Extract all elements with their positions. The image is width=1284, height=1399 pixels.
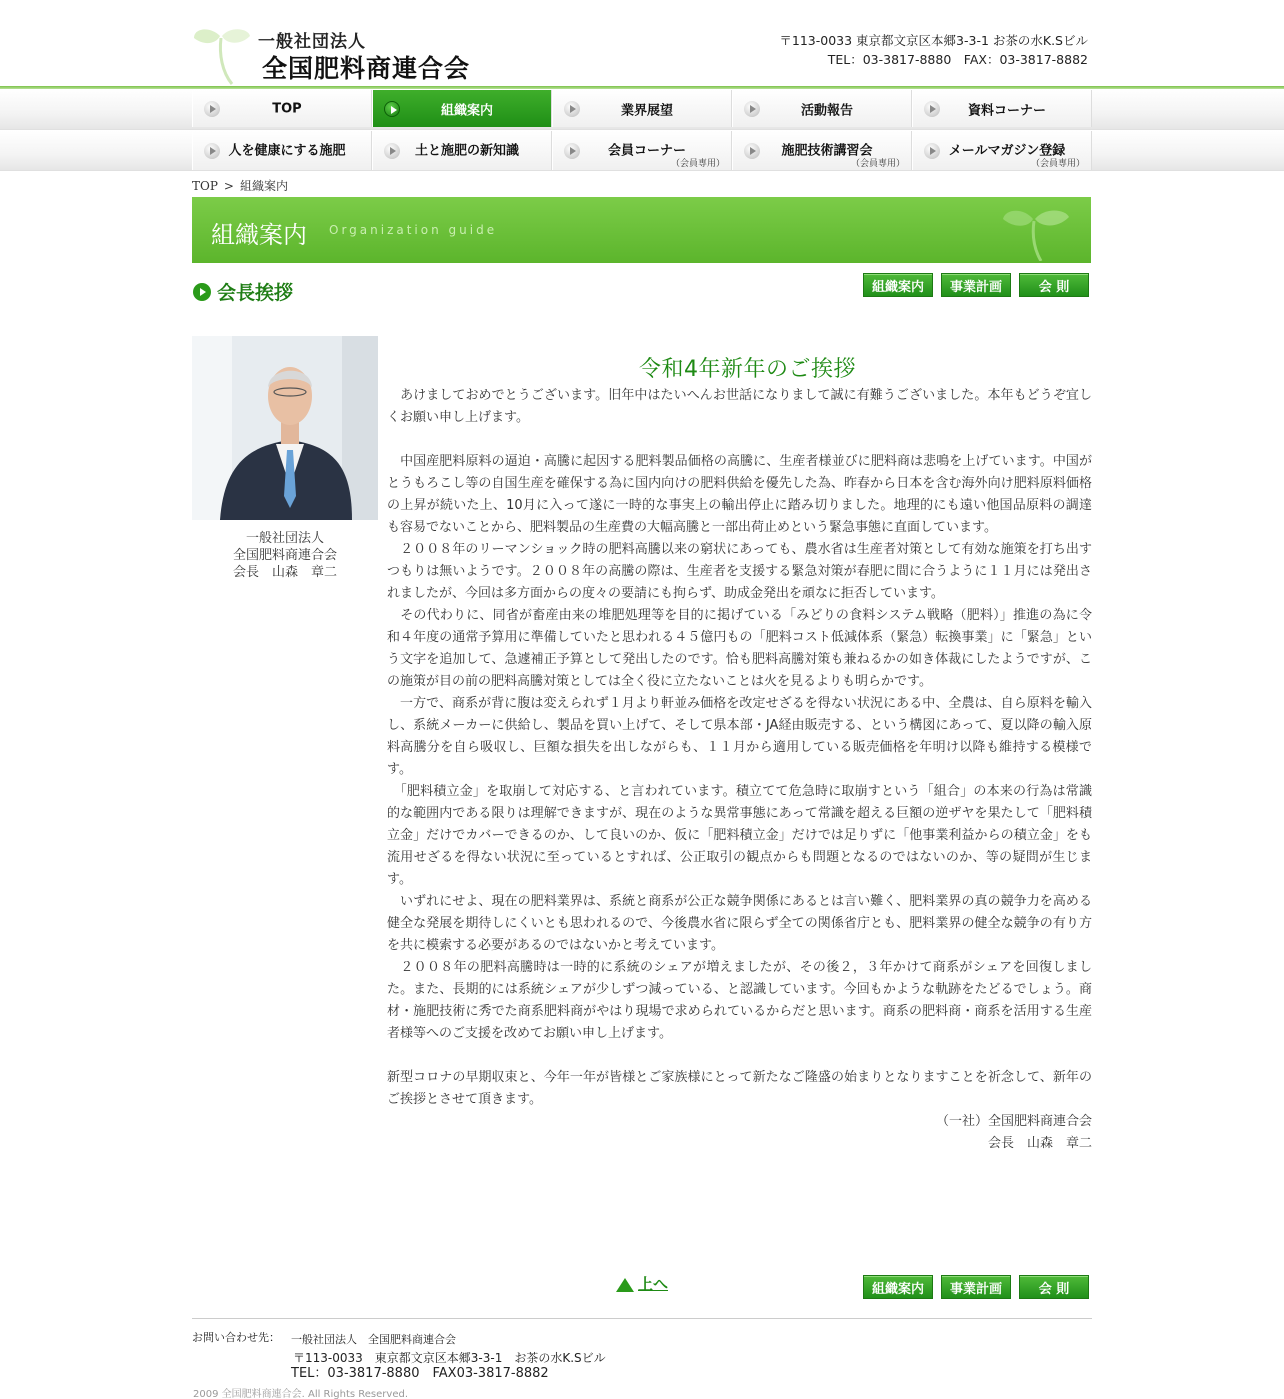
breadcrumb-current: 組織案内: [239, 179, 288, 193]
org-guide-button[interactable]: 組織案内: [863, 1275, 933, 1299]
footer-org: 一般社団法人 全国肥料商連合会: [291, 1333, 456, 1346]
nav-item-label: 土と施肥の新知識: [414, 143, 519, 159]
nav-item-organization[interactable]: [372, 90, 552, 127]
nav-item-label: 業界展望: [620, 103, 673, 118]
nav-item-label: 施肥技術講習会: [781, 143, 873, 159]
nav-item-documents[interactable]: [912, 90, 1092, 127]
business-plan-button[interactable]: 事業計画: [941, 273, 1011, 297]
members-only-note: （会員専用）: [1030, 159, 1085, 169]
breadcrumb-separator: >: [223, 179, 234, 193]
page-title: 組織案内: [211, 221, 307, 249]
paragraph-spacer: [387, 429, 1092, 451]
nav-item-soil-knowledge[interactable]: [372, 131, 552, 170]
nav-item-label: 組織案内: [440, 103, 493, 118]
paragraph-spacer: [387, 1045, 1092, 1067]
org-name: 全国肥料商連合会: [262, 54, 471, 83]
footer-phone: TEL：03-3817-8880 FAX03-3817-8882: [291, 1366, 549, 1381]
back-to-top-label: 上へ: [638, 1275, 669, 1293]
triangle-up-icon: [616, 1278, 634, 1292]
signature-name: 会長 山森 章二: [987, 1136, 1092, 1151]
letter-paragraph: ２００８年のリーマンショック時の肥料高騰以来の窮状にあっても、農水省は生産者対策として有効な施策を打ち出すつもりは無いようです。２００８年の高騰の際は、生産者を支援する緊急対策が春肥に間に合うように１１月には発出されましたが、今回は多方面からの度々の要請にも拘らず、助成金発出を頑なに拒否しています。: [387, 542, 1092, 601]
site-header: [0, 0, 1284, 88]
org-type: 一般社団法人: [258, 32, 366, 52]
nav-item-members-corner[interactable]: [552, 131, 732, 170]
nav-item-top[interactable]: [192, 90, 372, 127]
letter-paragraph: 一方で、商系が背に腹は変えられず１月より軒並み価格を改定せざるを得ない状況にある中、全農は、自ら原料を輸入し、系統メーカーに供給し、製品を買い上げて、そして県本部・JA経由販売する、という構図にあって、夏以降の輸入原料高騰分を自ら吸収し、巨額な損失を出しながらも、１１月から適用している販売価格を年明け以降も維持する模様です。: [387, 696, 1092, 777]
sub-nav: [192, 131, 1092, 170]
header-address: 〒113-0033 東京都文京区本郷3-3-1 お茶の水K.Sビル: [779, 33, 1088, 48]
letter-paragraph: その代わりに、同省が畜産由来の堆肥処理等を目的に掲げている「みどりの食料システム戦略（肥料）」推進の為に令和４年度の通常予算用に準備していたと思われる４５億円もの「肥料コスト低減体系（緊急）転換事業」に「緊急」という文字を追加して、急遽補正予算として発出したのです。恰も肥料高騰対策も兼ねるかの如き体裁にしたようですが、この施策が目の前の肥料高騰対策としては全く役に立たないことは火を見るよりも明らかです。: [387, 608, 1092, 689]
breadcrumb: [192, 177, 288, 194]
nav-item-label: メールマガジン登録: [948, 143, 1066, 159]
signature-org: （一社）全国肥料商連合会: [935, 1114, 1092, 1129]
bylaws-button[interactable]: 会 則: [1019, 1275, 1089, 1299]
nav-item-mail-magazine[interactable]: [912, 131, 1092, 170]
nav-item-label: 活動報告: [800, 103, 853, 118]
section-buttons-bottom: [863, 1275, 1089, 1299]
section-buttons-top: [863, 273, 1089, 297]
page-title-banner: [192, 197, 1091, 263]
letter-paragraph: 新型コロナの早期収束と、今年一年が皆様とご家族様にとって新たなご隆盛の始まりとなりますことを祈念して、新年のご挨拶とさせて頂きます。: [387, 1070, 1092, 1107]
footer-divider: [192, 1318, 1092, 1319]
footer-address: 〒113-0033 東京都文京区本郷3-3-1 お茶の水K.Sビル: [293, 1351, 606, 1365]
photo-caption: [192, 530, 378, 581]
header-phone: TEL：03-3817-8880 FAX：03-3817-8882: [827, 52, 1088, 67]
copyright: 2009 全国肥料商連合会. All Rights Reserved.: [193, 1389, 409, 1399]
bylaws-button[interactable]: 会 則: [1019, 273, 1089, 297]
header-contact: [779, 31, 1088, 69]
circle-arrow-icon: [193, 283, 211, 301]
site-logo[interactable]: [192, 24, 492, 86]
letter-paragraph: ２００８年の肥料高騰時は一時的に系統のシェアが増えましたが、その後２，３年かけて商系がシェアを回復しました。また、長期的には系統シェアが少しずつ減っている、と認識しています。今回もかような軌跡をたどるでしょう。商材・施肥技術に秀でた商系肥料商がやはり現場で求められているからだと思います。商系の肥料商・商系を活用する生産者様等へのご支援を改めてお願い申し上げます。: [387, 960, 1092, 1041]
caption-org-type: 一般社団法人: [245, 531, 324, 546]
nav-item-health-fertilization[interactable]: [192, 131, 372, 170]
caption-chairman-name: 会長 山森 章二: [232, 565, 337, 580]
letter-title: 令和4年新年のご挨拶: [639, 357, 856, 382]
nav-item-activities[interactable]: [732, 90, 912, 127]
sprout-icon: [1001, 205, 1071, 261]
page-subtitle: Organization guide: [329, 223, 498, 237]
greeting-letter: [387, 352, 1092, 1155]
business-plan-button[interactable]: 事業計画: [941, 1275, 1011, 1299]
nav-item-label: 会員コーナー: [607, 143, 686, 159]
footer-contact-label: お問い合わせ先：: [192, 1331, 280, 1344]
nav-item-label: 資料コーナー: [967, 103, 1046, 118]
members-only-note: （会員専用）: [670, 159, 725, 169]
letter-paragraph: 「肥料積立金」を取崩して対応する、と言われています。積立てて危急時に取崩すという「組合」の本来の行為は常識的な範囲内である限りは理解できますが、現在のような異常事態にあって常識を超える巨額の逆ザヤを果たして「肥料積立金」だけでカバーできるのか、して良いのか、仮に「肥料積立金」だけでは足りずに「他事業利益からの積立金」をも流用せざるを得ない状況に至っているとすれば、公正取引の観点からも問題となるのではないのか、等の疑問が生じます。: [387, 784, 1092, 887]
org-guide-button[interactable]: 組織案内: [863, 273, 933, 297]
chairman-photo: [192, 336, 378, 520]
nav-item-outlook[interactable]: [552, 90, 732, 127]
section-heading-text: 会長挨拶: [217, 282, 294, 304]
sprout-icon: [192, 24, 254, 86]
letter-paragraph: あけましておめでとうございます。旧年中はたいへんお世話になりまして誠に有難うございました。本年もどうぞ宜しくお願い申し上げます。: [387, 388, 1092, 425]
nav-item-label: 人を健康にする施肥: [228, 143, 346, 159]
back-to-top-link[interactable]: [616, 1273, 668, 1294]
letter-paragraph: 中国産肥料原料の逼迫・高騰に起因する肥料製品価格の高騰に、生産者様並びに肥料商は悲鳴を上げています。中国がとうもろこし等の自国生産を確保する為に国内向けの肥料供給を優先した為、昨春から日本を含む海外向け肥料原料価格の上昇が続いた上、10月に入って遂に一時的な事実上の輸出停止に踏み切りました。地理的にも遠い他国品原料の調達も容易でないことから、肥料製品の生産費の大幅高騰と一部出荷止めという緊急事態に直面しています。: [387, 454, 1092, 535]
nav-item-label: TOP: [272, 101, 302, 116]
letter-paragraph: いずれにせよ、現在の肥料業界は、系統と商系が公正な競争関係にあるとは言い難く、肥料業界の真の競争力を高める健全な発展を期待しにくいとも思われるので、今後農水省に限らず全ての関係省庁とも、肥料業界の健全な競争の有り方を共に模索する必要があるのではないかと考えています。: [387, 894, 1092, 953]
breadcrumb-home-link[interactable]: TOP: [192, 179, 218, 193]
caption-org-name: 全国肥料商連合会: [232, 548, 337, 563]
members-only-note: （会員専用）: [850, 159, 905, 169]
section-heading: [193, 278, 293, 305]
chairman-portrait-image: [192, 336, 378, 520]
main-nav: [192, 90, 1092, 127]
nav-item-seminar[interactable]: [732, 131, 912, 170]
